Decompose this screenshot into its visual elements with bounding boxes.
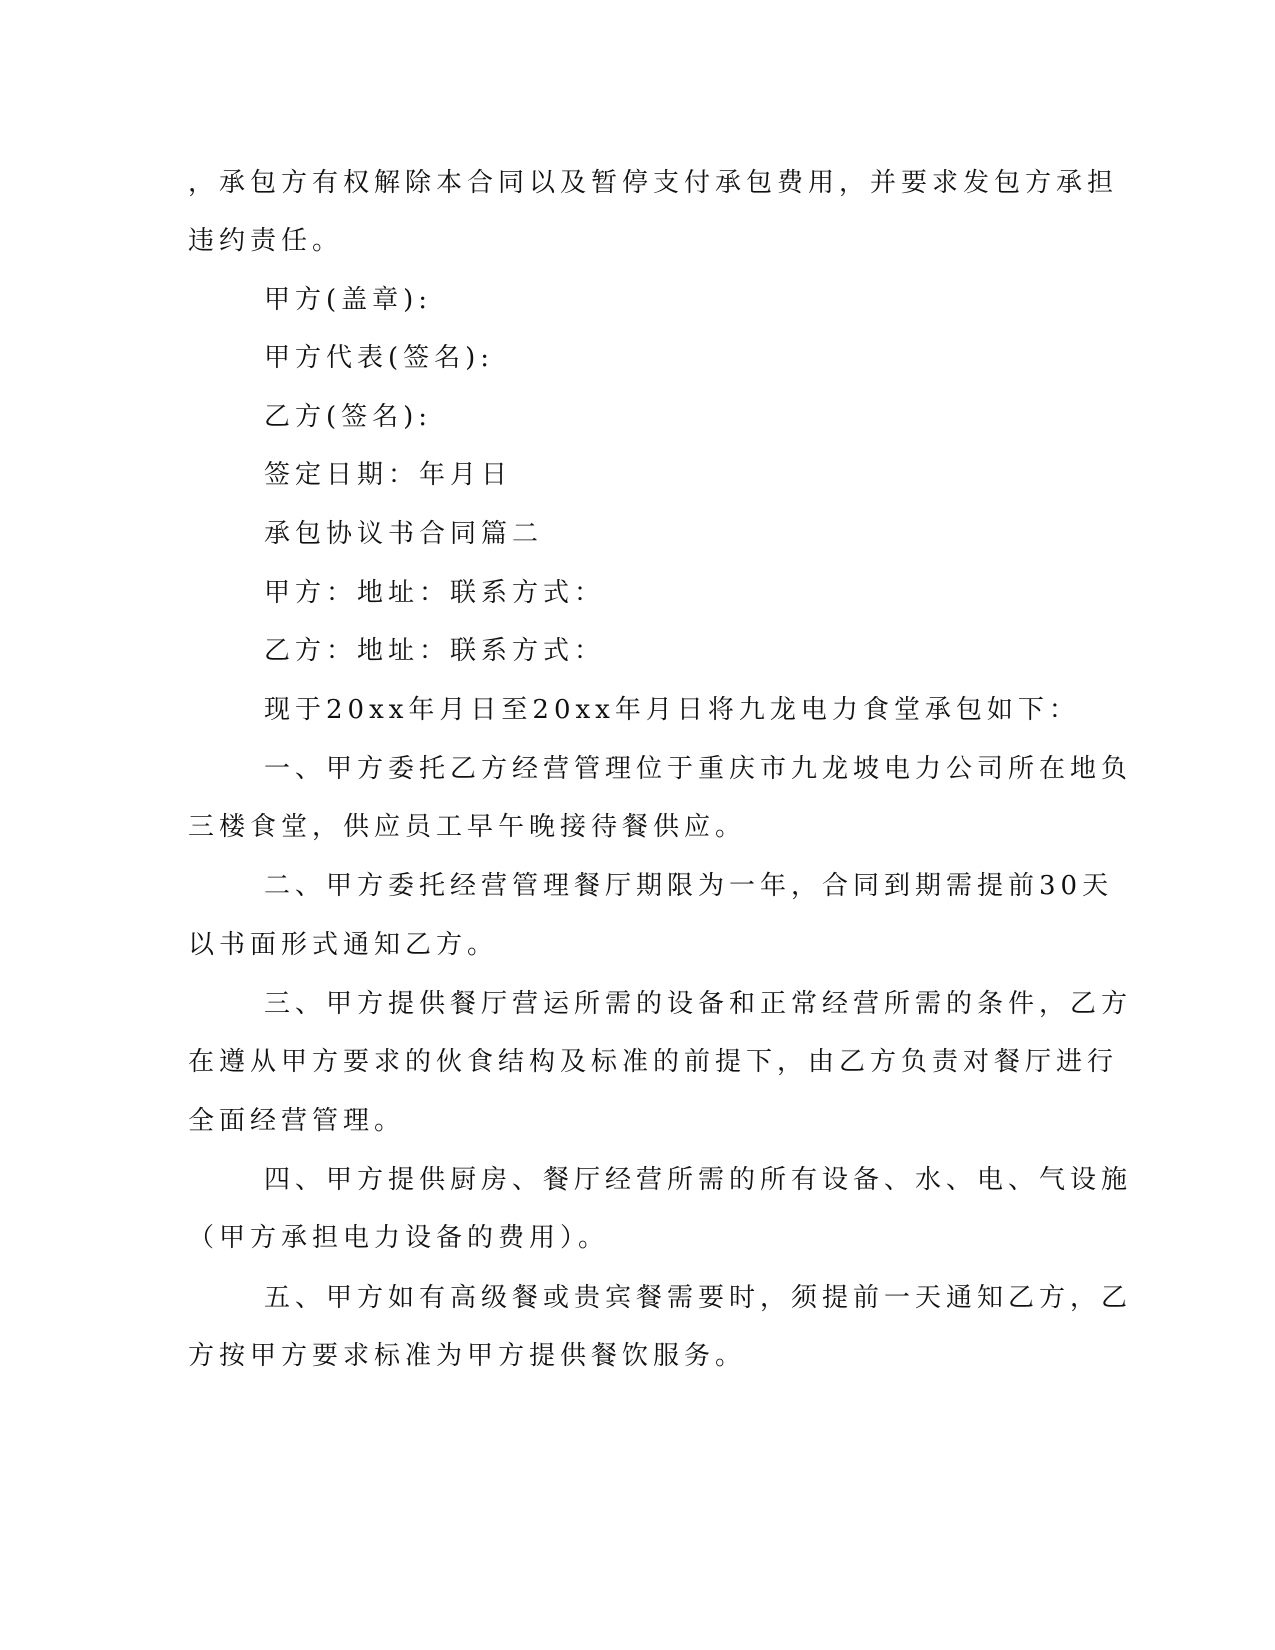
signature-party-a-seal: 甲方(盖章):	[264, 285, 433, 315]
clause-5-line-2: 方按甲方要求标准为甲方提供餐饮服务。	[188, 1341, 747, 1371]
party-a-info: 甲方：地址：联系方式：	[264, 578, 606, 608]
signing-date: 签定日期：年月日	[264, 460, 513, 490]
clause-1-line-1: 一、甲方委托乙方经营管理位于重庆市九龙坡电力公司所在地负	[264, 754, 1133, 784]
clause-5-line-1: 五、甲方如有高级餐或贵宾餐需要时，须提前一天通知乙方，乙	[264, 1283, 1133, 1313]
clause-4-line-2: （甲方承担电力设备的费用）。	[188, 1223, 610, 1253]
text-line: 违约责任。	[188, 226, 344, 256]
clause-3-line-1: 三、甲方提供餐厅营运所需的设备和正常经营所需的条件，乙方	[264, 989, 1133, 1019]
clause-4-line-1: 四、甲方提供厨房、餐厅经营所需的所有设备、水、电、气设施	[264, 1165, 1133, 1195]
clause-3-line-3: 全面经营管理。	[188, 1106, 406, 1136]
clause-1-line-2: 三楼食堂，供应员工早午晚接待餐供应。	[188, 812, 747, 842]
clause-2-line-1: 二、甲方委托经营管理餐厅期限为一年，合同到期需提前30天	[264, 871, 1114, 901]
clause-3-line-2: 在遵从甲方要求的伙食结构及标准的前提下，由乙方负责对餐厅进行	[188, 1047, 1119, 1077]
party-b-info: 乙方：地址：联系方式：	[264, 636, 606, 666]
text-line: ，承包方有权解除本合同以及暂停支付承包费用，并要求发包方承担	[188, 168, 1119, 198]
signature-party-a-rep: 甲方代表(签名):	[264, 343, 495, 373]
contract-period: 现于20xx年月日至20xx年月日将九龙电力食堂承包如下：	[264, 695, 1080, 725]
clause-2-line-2: 以书面形式通知乙方。	[188, 930, 499, 960]
signature-party-b: 乙方(签名):	[264, 402, 433, 432]
section-title: 承包协议书合同篇二	[264, 519, 544, 549]
